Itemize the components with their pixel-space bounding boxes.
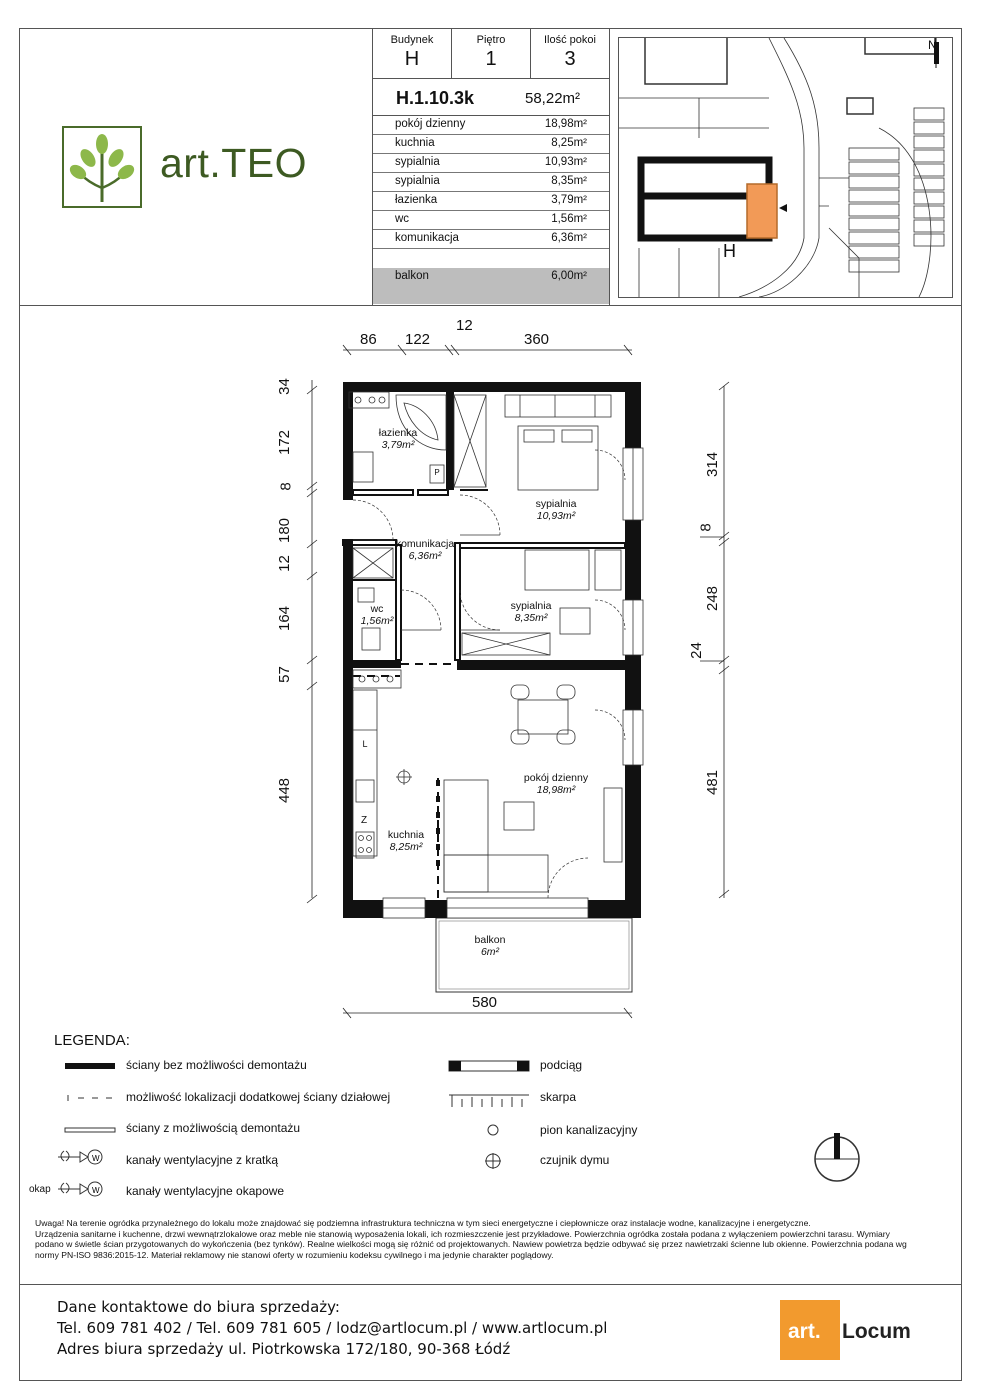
contact-line: Tel. 609 781 402 / Tel. 609 781 605 / lodz@artlocum.pl / www.artlocum.pl <box>57 1319 608 1337</box>
site-building-label: H <box>723 241 736 261</box>
dim-left-1: 34 <box>275 378 293 395</box>
disclaimer-line: Urządzenia sanitarne i kuchenne, drzwi wewnątrzlokalowe oraz meble nie stanowią wyposażenia lokali, ich rozmieszczenie jest przykładowe. Powierzchnia ogródka została podana z wyłączeniem powierzchni tarasu. Wymiary podano w świetle ścian przygotowanych do wykończenia (bez tynków). Realne wielkości mogą się różnić od projektowanych. Nawiew powietrza będzie odbywać się przez nawietrzaki ścienne lub okienne. Powierzchnia podana wg normy PN-ISO 9836:2015-12. Materiał reklamowy nie stanowi oferty w rozumieniu kodeksu cywilnego i ma jedynie charakter poglądowy. <box>35 1228 907 1260</box>
dim-bottom: 580 <box>472 994 498 1011</box>
balcony-row-name: balkon <box>395 270 429 282</box>
room-row-name: sypialnia <box>395 175 440 187</box>
legend-vent-hood: kanały wentylacyjne okapowe <box>126 1184 285 1198</box>
dim-right-2: 8 <box>697 523 715 532</box>
dim-top-2: 122 <box>405 331 431 348</box>
label-floor: Piętro <box>476 34 506 46</box>
brand-part1: art. <box>788 1320 821 1343</box>
room-label-bathroom <box>368 427 428 451</box>
room-area: 6,36m² <box>408 550 442 562</box>
room-name: kuchnia <box>387 829 425 841</box>
dim-top-1: 86 <box>360 331 377 348</box>
brand-part2: Locum <box>842 1320 911 1343</box>
room-area: 8,35m² <box>514 612 548 624</box>
vent-w-icon: W <box>92 1154 100 1163</box>
room-name: wc <box>370 603 384 615</box>
dim-left-2: 172 <box>276 429 294 456</box>
room-row-area: 18,98m² <box>544 118 587 130</box>
disclaimer <box>35 1218 915 1260</box>
room-row-area: 3,79m² <box>551 194 587 206</box>
contact-title: Dane kontaktowe do biura sprzedaży: <box>57 1298 340 1316</box>
room-row-name: pokój dzienny <box>395 118 466 130</box>
room-area: 3,79m² <box>381 439 415 451</box>
fixture-label-l: L <box>362 739 368 749</box>
room-row-area: 6,36m² <box>551 232 587 244</box>
dim-left-4: 180 <box>276 517 294 544</box>
room-name: łazienka <box>378 427 418 439</box>
room-label-bedroom1 <box>524 498 588 522</box>
room-name: sypialnia <box>510 600 552 612</box>
room-row-name: łazienka <box>395 194 438 206</box>
room-row-name: komunikacja <box>395 232 459 244</box>
dim-left-7: 57 <box>275 666 293 683</box>
value-building: H <box>404 48 420 70</box>
logo-text: art.TEO <box>160 140 308 186</box>
dim-left-6: 164 <box>276 605 294 632</box>
room-area: 1,56m² <box>360 615 394 627</box>
dim-right-3: 248 <box>704 585 722 612</box>
dim-right-5: 481 <box>704 769 722 796</box>
room-label-wc <box>354 603 400 627</box>
room-row-name: wc <box>395 213 410 225</box>
room-area: 10,93m² <box>536 510 576 522</box>
legend-slope: skarpa <box>540 1090 577 1104</box>
legend-beam: podciąg <box>540 1058 583 1072</box>
room-label-hall <box>392 538 458 562</box>
legend-walls-removable: ściany z możliwością demontażu <box>126 1121 301 1135</box>
room-area: 6m² <box>480 946 500 958</box>
room-label-bedroom2 <box>500 600 562 624</box>
room-row-area: 8,35m² <box>551 175 587 187</box>
room-label-kitchen <box>380 829 432 853</box>
room-row-area: 1,56m² <box>551 213 587 225</box>
dim-top-4: 360 <box>524 331 550 348</box>
disclaimer-line: Uwaga! Na terenie ogródka przynależnego do lokalu może znajdować się podziemna infrastruktura techniczna w tym sieci energetyczne i ciepłownicze oraz instalacje wodne, kanalizacyjne i energetyczne. <box>35 1218 811 1228</box>
room-area: 18,98m² <box>536 784 576 796</box>
site-north-label: N <box>928 38 937 52</box>
contact-address: Adres biura sprzedaży ul. Piotrkowska 172/180, 90-368 Łódź <box>57 1340 511 1358</box>
room-row-name: kuchnia <box>395 137 435 149</box>
dim-left-8: 448 <box>276 777 294 804</box>
legend-walls-optional: możliwość lokalizacji dodatkowej ściany działowej <box>126 1090 391 1104</box>
brand-logo <box>780 1300 940 1360</box>
label-rooms: Ilość pokoi <box>544 34 596 46</box>
dim-right-4: 24 <box>687 642 705 659</box>
label-building: Budynek <box>390 34 434 46</box>
room-name: pokój dzienny <box>523 772 589 784</box>
value-rooms: 3 <box>564 48 576 70</box>
balcony-row-area: 6,00m² <box>551 270 587 282</box>
value-floor: 1 <box>485 48 497 70</box>
room-row-area: 8,25m² <box>551 137 587 149</box>
legend-title: LEGENDA: <box>54 1032 130 1049</box>
room-name: sypialnia <box>535 498 577 510</box>
legend-smoke: czujnik dymu <box>540 1153 610 1167</box>
room-row-name: sypialnia <box>395 156 440 168</box>
room-area: 8,25m² <box>389 841 423 853</box>
unit-area: 58,22m² <box>525 90 581 107</box>
room-name: balkon <box>474 934 506 946</box>
dim-left-5: 12 <box>275 555 293 572</box>
legend-vent-grille: kanały wentylacyjne z kratką <box>126 1153 279 1167</box>
room-label-balcony <box>466 934 514 958</box>
legend-walls-fixed: ściany bez możliwości demontażu <box>126 1058 307 1072</box>
fixture-label-p: P <box>434 468 440 477</box>
unit-code: H.1.10.3k <box>396 88 475 108</box>
room-label-living <box>518 772 594 796</box>
fixture-label-z: Z <box>360 815 368 826</box>
room-name: komunikacja <box>395 538 455 550</box>
vent-w-icon-2: W <box>92 1186 100 1195</box>
legend-sewer: pion kanalizacyjny <box>540 1123 638 1137</box>
legend-vent-hood-prefix: okap <box>29 1184 51 1195</box>
dim-top-3: 12 <box>456 317 473 334</box>
dim-right-1: 314 <box>704 451 722 478</box>
dim-left-3: 8 <box>277 482 295 491</box>
room-row-area: 10,93m² <box>544 156 587 168</box>
footer-divider <box>19 1284 962 1285</box>
